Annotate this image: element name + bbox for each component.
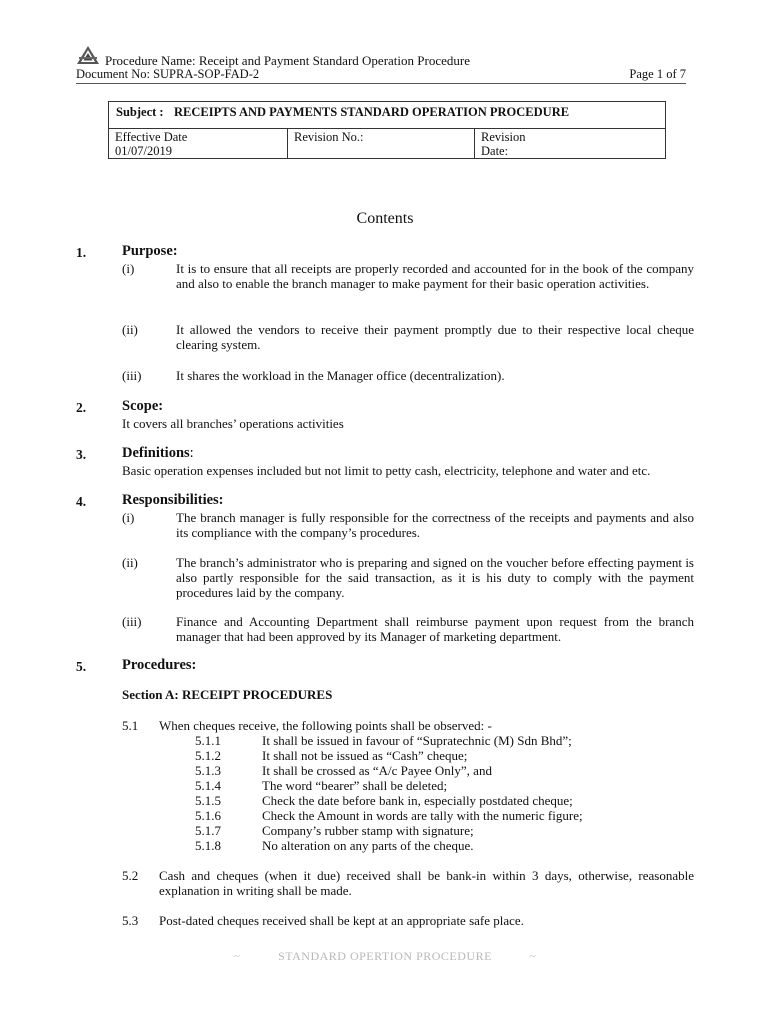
contents-title: Contents xyxy=(356,210,414,227)
section-number: 1. xyxy=(76,245,87,260)
item-roman: (i) xyxy=(122,261,135,276)
section-heading-scope: Scope: xyxy=(122,398,164,414)
definitions-title: Definitions xyxy=(122,445,190,461)
list-item-number: 5.1.1 xyxy=(195,733,221,748)
item-roman: (ii) xyxy=(122,322,138,337)
document-number: Document No: SUPRA-SOP-FAD-2 xyxy=(76,67,260,81)
list-item-text: It shall be crossed as “A/c Payee Only”, and xyxy=(262,763,492,778)
list-item-number: 5.1.7 xyxy=(195,823,221,838)
section-heading-procedures: Procedures: xyxy=(122,657,197,673)
procedure-name: Procedure Name: Receipt and Payment Standard Operation Procedure xyxy=(105,53,470,68)
subject-label: Subject : xyxy=(116,105,164,119)
section-heading-definitions xyxy=(122,445,194,462)
list-item-text: Check the Amount in words are tally with the numeric figure; xyxy=(262,808,583,823)
item-roman: (ii) xyxy=(122,555,138,570)
purpose-item-text: It is to ensure that all receipts are properly recorded and accounted for in the book of the company and also to enable the branch manager to make payment for their basic operation activities. xyxy=(176,261,694,291)
responsibility-item-text: The branch manager is fully responsible for the correctness of the receipts and payments and also its compliance with the company’s procedures. xyxy=(176,510,694,540)
section-number: 3. xyxy=(76,447,87,462)
footer-tilde-right: ~ xyxy=(529,949,537,963)
list-item-number: 5.1.3 xyxy=(195,763,221,778)
clause-number: 5.2 xyxy=(122,868,139,883)
section-number: 5. xyxy=(76,659,87,674)
section-number: 2. xyxy=(76,400,87,415)
effective-date-cell xyxy=(109,129,288,158)
responsibility-item-text: Finance and Accounting Department shall reimburse payment upon request from the branch manager that had been approved by its Manager of marketing department. xyxy=(176,614,694,644)
clause-text: Cash and cheques (when it due) received shall be bank-in within 3 days, otherwise, reasonable explanation in writing shall be made. xyxy=(159,868,694,898)
list-item-text: Company’s rubber stamp with signature; xyxy=(262,823,474,838)
definitions-colon: : xyxy=(189,445,194,461)
list-item-text: It shall be issued in favour of “Supratechnic (M) Sdn Bhd”; xyxy=(262,733,572,748)
revision-date-label-1: Revision xyxy=(481,130,526,144)
page-footer xyxy=(0,949,770,964)
effective-date-value: 01/07/2019 xyxy=(115,144,172,158)
item-roman: (iii) xyxy=(122,614,142,629)
subject-table xyxy=(108,101,666,159)
purpose-item-text: It shares the workload in the Manager office (decentralization). xyxy=(176,368,505,383)
subject-text: RECEIPTS AND PAYMENTS STANDARD OPERATION PROCEDURE xyxy=(174,105,570,119)
section-heading-responsibilities: Responsibilities: xyxy=(122,492,224,508)
revision-date-cell xyxy=(475,129,665,158)
definitions-text: Basic operation expenses included but not limit to petty cash, electricity, telephone and water and etc. xyxy=(122,463,651,478)
list-item-text: It shall not be issued as “Cash” cheque; xyxy=(262,748,468,763)
section-a-heading: Section A: RECEIPT PROCEDURES xyxy=(122,687,333,702)
list-item-number: 5.1.2 xyxy=(195,748,221,763)
revision-date-label-2: Date: xyxy=(481,144,509,158)
clause-text: When cheques receive, the following points shall be observed: - xyxy=(159,718,492,733)
list-item-text: Check the date before bank in, especially postdated cheque; xyxy=(262,793,573,808)
revision-no-cell xyxy=(288,129,475,158)
clause-text: Post-dated cheques received shall be kept at an appropriate safe place. xyxy=(159,913,524,928)
list-item-number: 5.1.4 xyxy=(195,778,221,793)
subject-row xyxy=(109,102,665,129)
revision-no-label: Revision No.: xyxy=(294,130,364,144)
page-number: Page 1 of 7 xyxy=(629,67,686,81)
scope-text: It covers all branches’ operations activities xyxy=(122,416,344,431)
clause-number: 5.1 xyxy=(122,718,139,733)
footer-tilde-left: ~ xyxy=(233,949,241,963)
section-heading-purpose: Purpose: xyxy=(122,243,178,259)
list-item-number: 5.1.6 xyxy=(195,808,221,823)
footer-text: STANDARD OPERTION PROCEDURE xyxy=(278,949,492,963)
section-number: 4. xyxy=(76,494,87,509)
header-divider xyxy=(76,83,686,84)
list-item-number: 5.1.5 xyxy=(195,793,221,808)
list-item-text: No alteration on any parts of the cheque. xyxy=(262,838,474,853)
item-roman: (i) xyxy=(122,510,135,525)
company-logo-icon xyxy=(76,45,100,65)
responsibility-item-text: The branch’s administrator who is preparing and signed on the voucher before effecting payment is also partly responsible for the said transaction, as it is his duty to comply with the payment procedures laid by the company. xyxy=(176,555,694,600)
list-item-text: The word “bearer” shall be deleted; xyxy=(262,778,448,793)
list-item-number: 5.1.8 xyxy=(195,838,221,853)
purpose-item-text: It allowed the vendors to receive their payment promptly due to their respective local cheque clearing system. xyxy=(176,322,694,352)
clause-number: 5.3 xyxy=(122,913,139,928)
effective-date-label: Effective Date xyxy=(115,130,188,144)
item-roman: (iii) xyxy=(122,368,142,383)
